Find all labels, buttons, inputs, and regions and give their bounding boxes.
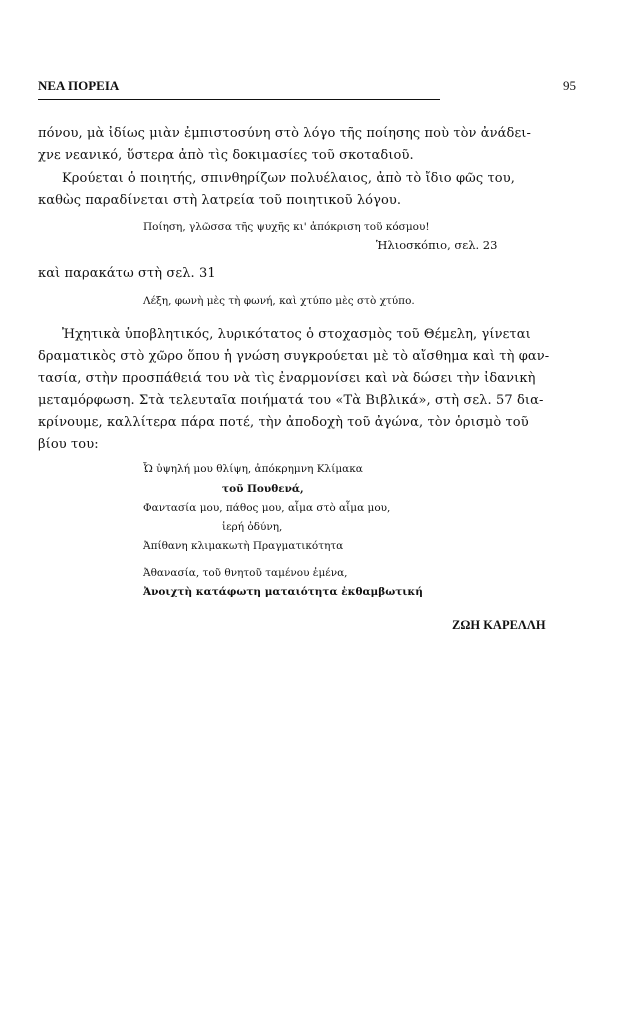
poem-line: Ἀνοιχτὴ κατάφωτη ματαιότητα ἐκθαμβωτική <box>143 586 423 598</box>
quote-source: Ἡλιοσκόπιο, σελ. 23 <box>376 238 498 252</box>
paragraph-line: μεταμόρφωση. Στὰ τελευταῖα ποιήματά του «Τὰ Βιβλικά», στὴ σελ. 57 δια- <box>38 393 544 408</box>
poem-line: Ἀθανασία, τοῦ θνητοῦ ταμένου ἐμένα, <box>143 567 348 579</box>
author-signature: ΖΩΗ ΚΑΡΕΛΛΗ <box>452 618 546 632</box>
paragraph-line: τασία, στὴν προσπάθειά του νὰ τὶς ἐναρμονίσει καὶ νὰ δώσει τὴν ἰδανικὴ <box>38 371 536 386</box>
poem-line: Ἀπίθανη κλιμακωτὴ Πραγματικότητα <box>143 540 344 552</box>
paragraph-line: Ἠχητικὰ ὑποβλητικός, λυρικότατος ὁ στοχασμὸς τοῦ Θέμελη, γίνεται <box>62 327 531 342</box>
paragraph-line: κρίνουμε, καλλίτερα πάρα ποτέ, τὴν ἀποδοχὴ τοῦ ἀγώνα, τὸν ὁρισμὸ τοῦ <box>38 415 529 430</box>
poem-line: Φαντασία μου, πάθος μου, αἷμα στὸ αἷμα μου, <box>143 502 391 514</box>
poem-line: Ὦ ὑψηλή μου θλίψη, ἀπόκρημνη Κλίμακα <box>143 463 363 475</box>
paragraph-line: καθὼς παραδίνεται στὴ λατρεία τοῦ ποιητικοῦ λόγου. <box>38 193 402 208</box>
quote-text: Λέξη, φωνὴ μὲς τὴ φωνή, καὶ χτύπο μὲς στὸ χτύπο. <box>143 295 415 307</box>
poem-line: τοῦ Πουθενά, <box>222 483 304 495</box>
header-rule <box>38 99 440 100</box>
paragraph-line: χνε νεανικό, ὕστερα ἀπὸ τὶς δοκιμασίες τοῦ σκοταδιοῦ. <box>38 148 414 163</box>
poem-line: ἱερή ὀδύνη, <box>222 521 283 533</box>
page-number: 95 <box>563 78 576 93</box>
journal-title: ΝΕΑ ΠΟΡΕΙΑ <box>38 78 120 93</box>
running-header <box>38 76 576 98</box>
paragraph-line: πόνου, μὰ ἰδίως μιὰν ἐμπιστοσύνη στὸ λόγο τῆς ποίησης ποὺ τὸν ἀνάδει- <box>38 126 531 141</box>
paragraph-line: βίου του: <box>38 437 99 452</box>
quote-text: Ποίηση, γλῶσσα τῆς ψυχῆς κι' ἀπόκριση τοῦ κόσμου! <box>143 221 430 233</box>
paragraph-line: δραματικὸς στὸ χῶρο ὅπου ἡ γνώση συγκρούεται μὲ τὸ αἴσθημα καὶ τὴ φαν- <box>38 349 550 364</box>
transition-line: καὶ παρακάτω στὴ σελ. 31 <box>38 266 216 281</box>
paragraph-line: Κρούεται ὁ ποιητής, σπινθηρίζων πολυέλαιος, ἀπὸ τὸ ἴδιο φῶς του, <box>62 171 515 186</box>
